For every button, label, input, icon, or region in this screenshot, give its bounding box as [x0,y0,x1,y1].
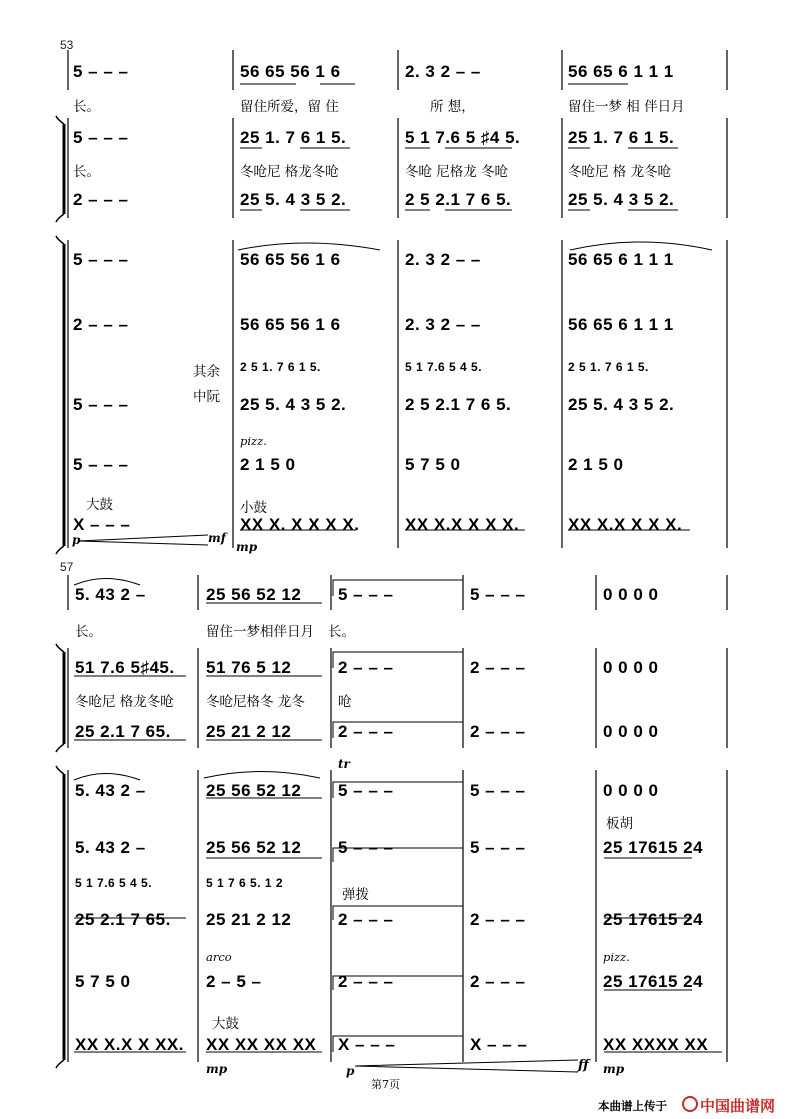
s2-i3-lower-m3: 2 5 2.1 7 6 5. [405,395,512,414]
s4-i5-m3: X – – – [338,1035,396,1054]
s1-lyric-m2: 留住所爱，留 住 [240,99,339,115]
s1-v2-lyric-m2: 冬呛尼 格龙冬呛 [240,164,339,180]
s4-i4-m5: 25 17615 24 [603,972,704,991]
s4-i5-m2: XX XX XX XX [206,1035,317,1054]
s3-v2-lyric-m2: 冬呛尼格冬 龙冬 [206,694,305,710]
s2-i3-upper-m2: 2 5 1. 7 6 1 5. [240,360,321,374]
s4-i2-m4: 5 – – – [470,838,526,857]
s4-i2-m1: 5. 43 2 – [75,838,146,857]
s4-pizz: pizz. [603,950,630,964]
s4-i5-m4: X – – – [470,1035,528,1054]
s4-i2-m5: 25 17615 24 [603,838,704,857]
s3-v1-m4: 5 – – – [470,585,526,604]
s1-v2-m1: 5 – – – [73,128,129,147]
s3-v1-m1: 5. 43 2 – [75,585,146,604]
s2-i5-m3: XX X.X X X X. [405,515,520,534]
s2-i3-lower-m4: 25 5. 4 3 5 2. [568,395,675,414]
s1-lyric-m4: 留住一梦 相 伴日月 [568,99,685,115]
measure-number-53: 53 [60,38,74,52]
s2-label-qiyu: 其余 [193,364,220,380]
s3-v2-m5: 0 0 0 0 [603,658,659,677]
s3-lyric-m3: 长。 [328,624,355,640]
s4-i2-m3: 5 – – – [338,838,394,857]
s2-i2-m2: 56 65 56 1 6 [240,315,341,334]
s2-i4-m1: 5 – – – [73,455,129,474]
s2-label-dagu: 大鼓 [86,497,113,513]
s4-i3-upper-m1: 5 1 7.6 5 4 5. [75,876,153,890]
s4-i3-lower-m2: 25 21 2 12 [206,910,292,929]
s4-i3-lower-m5: 25 17615 24 [603,910,704,929]
s2-dyn-mp: mp [236,540,258,554]
s4-dyn-mp: mp [206,1062,228,1076]
s1-v3-m3: 2 5 2.1 7 6 5. [405,190,512,209]
s2-dyn-p: p [72,533,81,547]
s1-v2-m2: 25 1. 7 6 1 5. [240,128,347,147]
s3-v1-m5: 0 0 0 0 [603,585,659,604]
s1-v3-m1: 2 – – – [73,190,129,209]
s3-v2-m2: 51 76 5 12 [206,658,292,677]
s2-label-xiaogu: 小鼓 [240,500,267,516]
s2-i5-m2: XX X. X X X X. [240,515,360,534]
s2-i5-m4: XX X.X X X X. [568,515,683,534]
s4-i5-m1: XX X.X X XX. [75,1035,184,1054]
s3-v3-m2: 25 21 2 12 [206,722,292,741]
s2-i3-upper-m4: 2 5 1. 7 6 1 5. [568,360,649,374]
s3-v2-lyric-m3: 呛 [338,694,352,710]
s4-dyn-ff: ff [578,1058,589,1073]
s4-i4-m4: 2 – – – [470,972,526,991]
s4-i1-m3: 5 – – – [338,781,394,800]
s3-lyric-m2: 留住一梦相伴日月 [206,624,314,640]
page-number: 第7页 [371,1078,400,1091]
s4-i3-lower-m4: 2 – – – [470,910,526,929]
s3-v3-m5: 0 0 0 0 [603,722,659,741]
s4-i1-m4: 5 – – – [470,781,526,800]
s3-v2-lyric-m1: 冬呛尼 格龙冬呛 [75,694,174,710]
s2-i3-lower-m1: 5 – – – [73,395,129,414]
s2-i3-lower-m2: 25 5. 4 3 5 2. [240,395,347,414]
measure-number-57: 57 [60,560,74,574]
s2-label-zhongruan: 中阮 [193,389,220,405]
s4-i4-m2: 2 – 5 – [206,972,262,991]
s2-i2-m1: 2 – – – [73,315,129,334]
s3-v3-m3: 2 – – – [338,722,394,741]
s2-dyn-mf: mf [208,531,226,545]
s2-i2-m3: 2. 3 2 – – [405,315,481,334]
s3-v2-m1: 51 7.6 5♯45. [75,658,175,677]
s1-lyric-m3: 所 想， [430,99,475,115]
s2-i1-m1: 5 – – – [73,250,129,269]
s2-i1-m2: 56 65 56 1 6 [240,250,341,269]
s4-label-banhu: 板胡 [606,816,633,832]
s1-lyric-m1: 长。 [73,99,100,115]
s1-v2-lyric-m1: 长。 [73,164,100,180]
s4-i5-m5: XX XXXX XX [603,1035,709,1054]
s1-v3-m4: 25 5. 4 3 5 2. [568,190,675,209]
s3-v1-m2: 25 56 52 12 [206,585,302,604]
s4-i1-m2: 25 56 52 12 [206,781,302,800]
s1-v1-m1: 5 – – – [73,62,129,81]
s4-i3-lower-m1: 25 2.1 7 65. [75,910,171,929]
s1-v1-m2: 56 65 56 1 6 [240,62,341,81]
s1-v1-m3: 2. 3 2 – – [405,62,481,81]
s4-label-dagu: 大鼓 [212,1016,239,1032]
s4-dyn-mp2: mp [603,1062,625,1076]
s4-trill: tr [338,757,350,771]
s1-v3-m2: 25 5. 4 3 5 2. [240,190,347,209]
s4-i4-m1: 5 7 5 0 [75,972,131,991]
footer-logo[interactable]: 中国曲谱网 [700,1097,776,1115]
s3-v3-m4: 2 – – – [470,722,526,741]
s2-i1-m3: 2. 3 2 – – [405,250,481,269]
s2-i5-m1: X – – – [73,515,131,534]
s2-i4-m3: 5 7 5 0 [405,455,461,474]
s4-i4-m3: 2 – – – [338,972,394,991]
s2-i1-m4: 56 65 6 1 1 1 [568,250,674,269]
s4-i1-m5: 0 0 0 0 [603,781,659,800]
s3-v2-m3: 2 – – – [338,658,394,677]
s2-pizz: pizz. [240,434,267,448]
s1-v2-m3: 5 1 7.6 5 ♯4 5. [405,128,521,147]
s3-v2-m4: 2 – – – [470,658,526,677]
s2-i3-upper-m3: 5 1 7.6 5 4 5. [405,360,483,374]
s1-v2-lyric-m3: 冬呛 尼格龙 冬呛 [405,164,509,180]
s2-i2-m4: 56 65 6 1 1 1 [568,315,674,334]
s4-i3-lower-m3: 2 – – – [338,910,394,929]
footer-text: 本曲谱上传于 [598,1099,667,1113]
s3-v3-m1: 25 2.1 7 65. [75,722,171,741]
s1-v1-m4: 56 65 6 1 1 1 [568,62,674,81]
s4-i3-upper-m2: 5 1 7 6 5. 1 2 [206,876,284,890]
site-logo-icon [682,1096,698,1112]
s1-v2-lyric-m4: 冬呛尼 格 龙冬呛 [568,164,672,180]
s2-i4-m2: 2 1 5 0 [240,455,296,474]
s4-i1-m1: 5. 43 2 – [75,781,146,800]
s3-v1-m3: 5 – – – [338,585,394,604]
s4-i2-m2: 25 56 52 12 [206,838,302,857]
s4-label-tanbo: 弹拨 [342,887,369,903]
s2-i4-m4: 2 1 5 0 [568,455,624,474]
s3-lyric-m1: 长。 [75,624,102,640]
s1-v2-m4: 25 1. 7 6 1 5. [568,128,675,147]
s4-arco: arco [206,950,232,964]
s4-dyn-p: p [346,1064,355,1078]
